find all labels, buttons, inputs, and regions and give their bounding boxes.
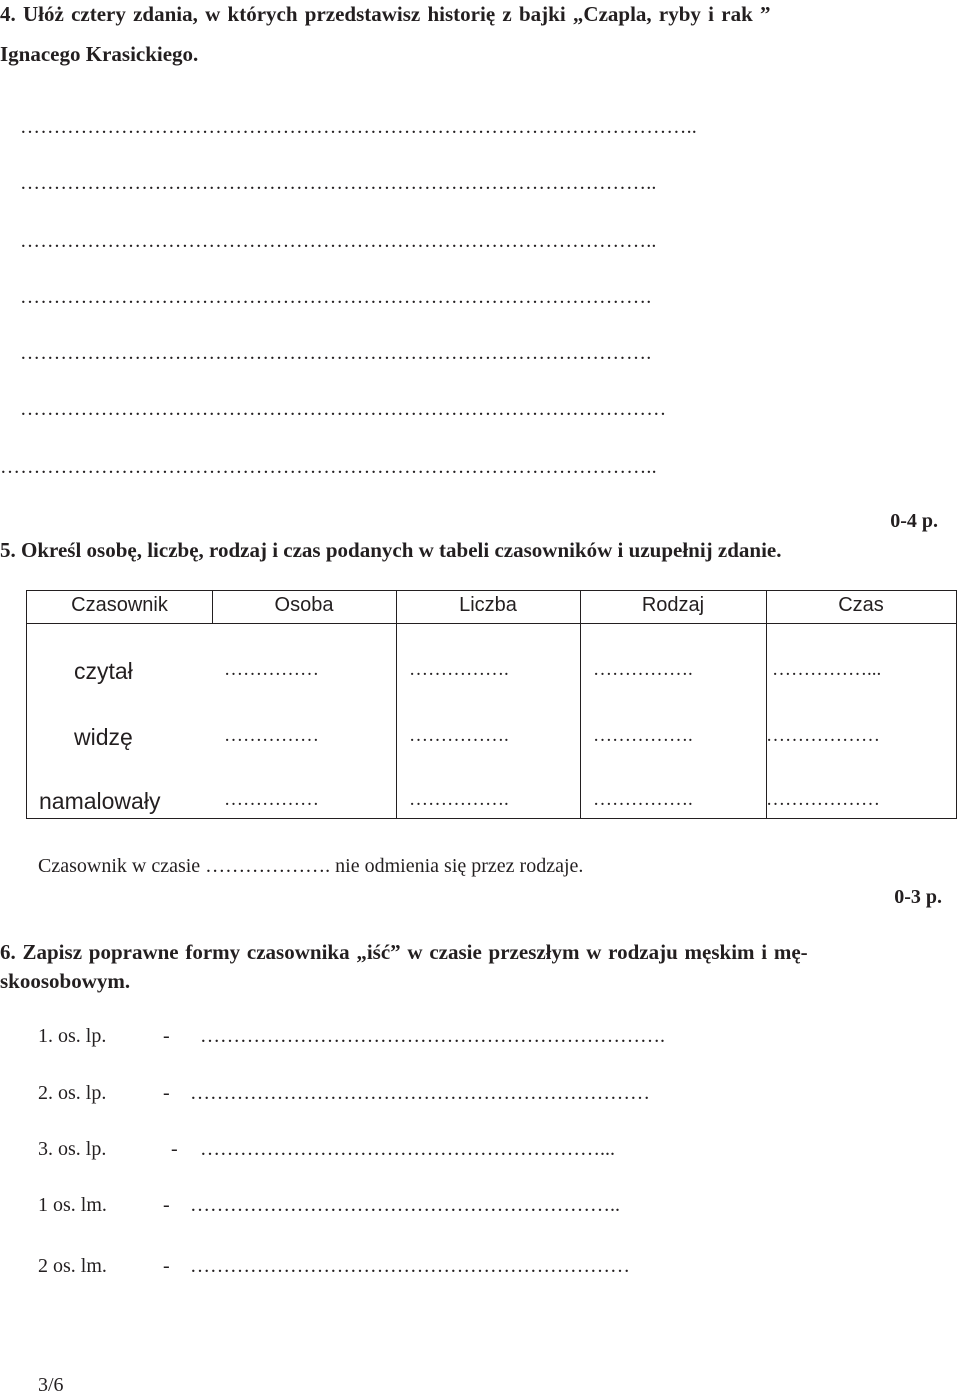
table-cell-blank[interactable]: …………….: [593, 725, 693, 746]
table-divider: [580, 591, 581, 818]
table-divider: [766, 591, 767, 818]
form-blank[interactable]: ……………………………………………………...: [200, 1138, 615, 1160]
verb-czytal: czytał: [74, 658, 133, 684]
form-blank[interactable]: …………………………………………………………: [190, 1255, 630, 1277]
table-cell-blank[interactable]: …………….: [409, 659, 509, 680]
form-dash: -: [163, 1025, 170, 1047]
task6-item: [38, 1255, 630, 1278]
table-header-rodzaj: Rodzaj: [641, 594, 705, 616]
sentence-part-a: Czasownik w czasie: [38, 855, 201, 877]
form-dash: -: [163, 1255, 170, 1277]
table-cell-blank[interactable]: …………….: [409, 725, 509, 746]
task4-points: 0-4 p.: [890, 510, 938, 532]
task5-points: 0-3 p.: [894, 886, 942, 908]
table-cell-blank[interactable]: …………….: [409, 789, 509, 810]
task6-item: [38, 1025, 665, 1048]
answer-line[interactable]: ……………………………………………………………………………………..: [0, 456, 657, 478]
form-label: 1. os. lp.: [38, 1025, 107, 1047]
form-label: 2 os. lm.: [38, 1255, 107, 1277]
table-header-czas: Czas: [838, 594, 884, 616]
task4-instruction-line1: 4. Ułóż cztery zdania, w których przedstawisz historię z bajki „Czapla, ryby i rak ”: [0, 2, 771, 26]
table-cell-blank[interactable]: …………….: [593, 789, 693, 810]
table-header-osoba: Osoba: [274, 594, 334, 616]
task4-instruction-line2: Ignacego Krasickiego.: [0, 42, 199, 66]
verb-table: [26, 590, 957, 819]
form-dash: -: [163, 1194, 170, 1216]
table-cell-blank[interactable]: ………………: [766, 725, 880, 746]
verb-widze: widzę: [74, 724, 133, 750]
answer-line[interactable]: …………………………………………………………………………………..: [20, 172, 657, 194]
table-cell-blank[interactable]: ……………: [224, 659, 319, 680]
form-blank[interactable]: ……………………………………………………………: [190, 1082, 650, 1104]
answer-line[interactable]: …………………………………………………………………………………..: [20, 230, 657, 252]
answer-line[interactable]: ………………………………………………………………………………….: [20, 342, 652, 364]
verb-namalowaly: namalowały: [39, 788, 161, 814]
task5-instruction: 5. Określ osobę, liczbę, rodzaj i czas podanych w tabeli czasowników i uzupełnij zdanie.: [0, 538, 782, 562]
task5-sentence: [38, 855, 583, 878]
answer-line[interactable]: ……………………………………………………………………………………: [20, 398, 667, 420]
form-label: 2. os. lp.: [38, 1082, 107, 1104]
table-cell-blank[interactable]: ……………...: [772, 659, 882, 680]
task6-item: [38, 1194, 620, 1217]
table-header-czasownik: Czasownik: [71, 594, 168, 616]
page-number: 3/6: [38, 1374, 64, 1396]
task6-instruction-line1: 6. Zapisz poprawne formy czasownika „iść” w czasie przeszłym w rodzaju męskim i mę-: [0, 940, 808, 964]
form-dash: -: [171, 1138, 178, 1160]
form-blank[interactable]: …………………………………………………………….: [200, 1025, 665, 1047]
task6-item: [38, 1138, 615, 1161]
table-divider: [396, 591, 397, 818]
table-header-liczba: Liczba: [459, 594, 517, 616]
form-blank[interactable]: ………………………………………………………..: [190, 1194, 620, 1216]
table-cell-blank[interactable]: …………….: [593, 659, 693, 680]
task6-item: [38, 1082, 650, 1105]
table-cell-blank[interactable]: ……………: [224, 789, 319, 810]
table-cell-blank[interactable]: ……………: [224, 725, 319, 746]
answer-line[interactable]: ………………………………………………………………………………….: [20, 286, 652, 308]
sentence-blank[interactable]: ……………….: [205, 855, 331, 877]
task6-instruction-line2: skoosobowym.: [0, 969, 131, 993]
table-cell-blank[interactable]: ………………: [766, 789, 880, 810]
form-label: 1 os. lm.: [38, 1194, 107, 1216]
sentence-part-b: nie odmienia się przez rodzaje.: [335, 855, 584, 877]
form-label: 3. os. lp.: [38, 1138, 107, 1160]
answer-line[interactable]: ………………………………………………………………………………………..: [20, 116, 697, 138]
form-dash: -: [163, 1082, 170, 1104]
